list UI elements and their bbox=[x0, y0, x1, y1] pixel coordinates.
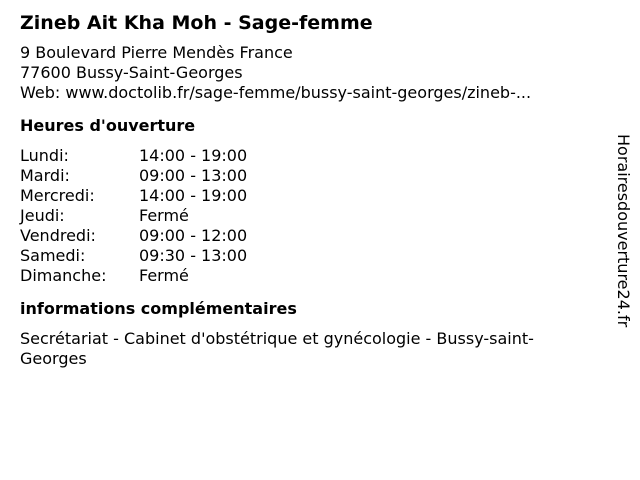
hours-row-vendredi bbox=[20, 226, 600, 246]
hours-row-dimanche bbox=[20, 266, 600, 286]
hours-time: 09:30 - 13:00 bbox=[139, 246, 248, 265]
hours-time: 09:00 - 12:00 bbox=[139, 226, 248, 245]
additional-info-text: Secrétariat - Cabinet d'obstétrique et gynécologie - Bussy-saint-Georges bbox=[20, 329, 534, 368]
hours-day: Lundi: bbox=[20, 146, 69, 165]
website-line bbox=[20, 83, 600, 103]
hours-row-mardi bbox=[20, 166, 600, 186]
hours-row-jeudi bbox=[20, 206, 600, 226]
address-street: 9 Boulevard Pierre Mendès France bbox=[20, 43, 293, 62]
hours-day: Vendredi: bbox=[20, 226, 96, 245]
hours-time: 09:00 - 13:00 bbox=[139, 166, 248, 185]
website-prefix: Web: bbox=[20, 83, 66, 102]
address-block bbox=[20, 43, 600, 103]
opening-hours-heading: Heures d'ouverture bbox=[20, 116, 196, 135]
additional-info-heading: informations complémentaires bbox=[20, 299, 297, 318]
opening-hours-table bbox=[20, 146, 600, 286]
hours-time: 14:00 - 19:00 bbox=[139, 146, 248, 165]
hours-time: Fermé bbox=[139, 206, 189, 225]
hours-row-lundi bbox=[20, 146, 600, 166]
website-link[interactable]: www.doctolib.fr/sage-femme/bussy-saint-georges/zineb-... bbox=[65, 83, 532, 102]
site-watermark: Horairesdouverture24.fr bbox=[614, 134, 633, 328]
hours-day: Mercredi: bbox=[20, 186, 95, 205]
hours-day: Jeudi: bbox=[20, 206, 65, 225]
hours-time: 14:00 - 19:00 bbox=[139, 186, 248, 205]
hours-day: Mardi: bbox=[20, 166, 70, 185]
hours-time: Fermé bbox=[139, 266, 189, 285]
hours-row-samedi bbox=[20, 246, 600, 266]
business-card bbox=[20, 10, 600, 369]
hours-day: Samedi: bbox=[20, 246, 86, 265]
hours-row-mercredi bbox=[20, 186, 600, 206]
hours-day: Dimanche: bbox=[20, 266, 107, 285]
address-city: 77600 Bussy-Saint-Georges bbox=[20, 63, 243, 82]
business-name: Zineb Ait Kha Moh - Sage-femme bbox=[20, 12, 373, 34]
